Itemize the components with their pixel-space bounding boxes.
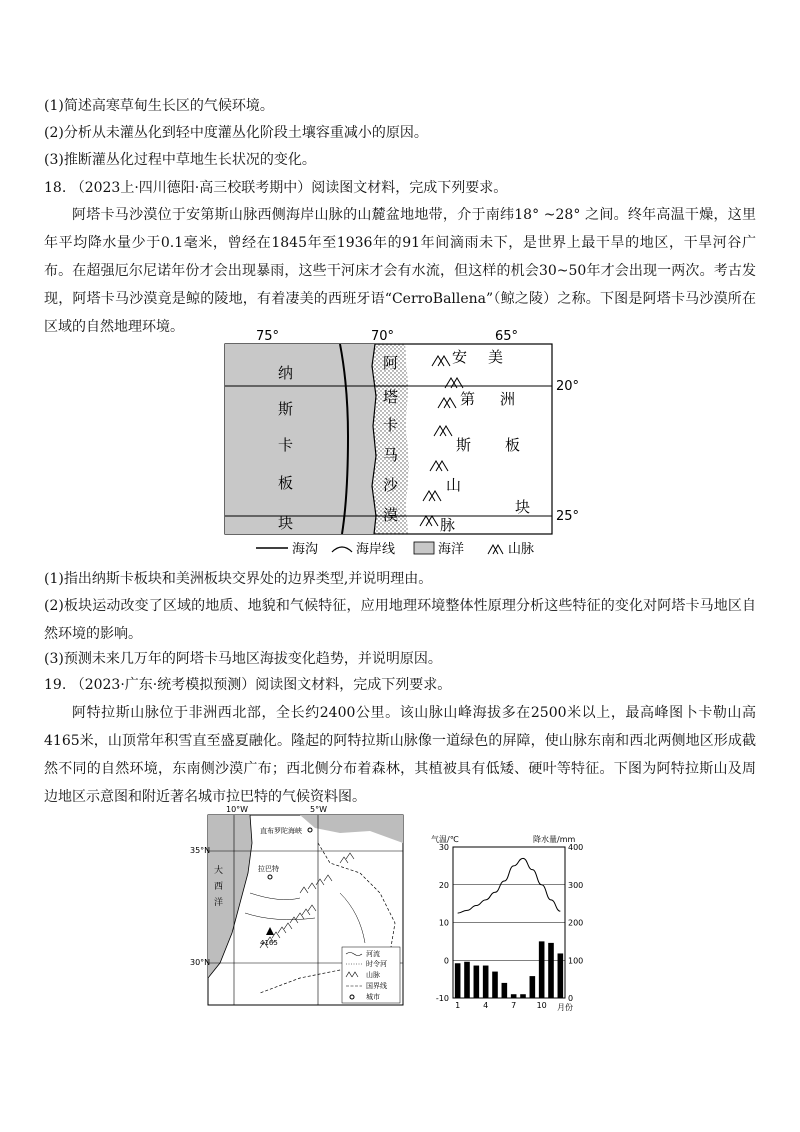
y-left-tick: -10 <box>435 994 449 1003</box>
y-right-tick: 300 <box>568 880 584 890</box>
andes-char-5: 脉 <box>440 516 456 534</box>
y-right-tick: 100 <box>568 956 584 966</box>
atacama-char-6: 漠 <box>383 506 399 524</box>
precipitation-bar <box>539 941 545 998</box>
y-right-tick: 400 <box>568 843 584 852</box>
america-char-1: 美 <box>488 348 504 366</box>
atacama-char-2: 塔 <box>383 388 399 406</box>
america-char-3: 板 <box>505 436 521 454</box>
atacama-char-4: 马 <box>383 446 399 464</box>
question-17-2: (2)分析从未灌丛化到轻中度灌丛化阶段土壤容重减小的原因。 <box>44 125 428 141</box>
atacama-map <box>220 326 590 562</box>
peak-label: 4165 <box>260 939 278 947</box>
x-tick: 1 <box>455 1001 461 1010</box>
nazca-char-3: 卡 <box>278 436 294 454</box>
ocean-char-1: 大 <box>214 866 224 876</box>
question-18-2: (2)板块运动改变了区域的地质、地貌和气候特征，应用地理环境整体性原理分析这些特征的变化对阿塔卡马地区自然环境的影响。 <box>44 598 756 642</box>
precipitation-bar <box>455 963 461 998</box>
lon-70: 70° <box>371 329 395 344</box>
ocean-char-3: 洋 <box>214 898 224 908</box>
ylabel-right: 降水量/mm <box>533 835 576 844</box>
x-tick: 7 <box>511 1001 517 1010</box>
andes-char-3: 斯 <box>456 436 472 454</box>
lon-5w: 5°W <box>310 805 327 814</box>
x-tick: 10 <box>536 1001 547 1010</box>
ocean-area <box>225 344 376 534</box>
precipitation-bar <box>474 966 480 998</box>
city-label: 拉巴特 <box>258 865 279 873</box>
andes-char-2: 第 <box>460 390 476 408</box>
atlas-map <box>190 803 420 1013</box>
precipitation-bar <box>511 994 517 998</box>
question-17-3: (3)推断灌丛化过程中草地生长状况的变化。 <box>44 152 316 168</box>
precipitation-bar <box>548 943 554 998</box>
nazca-char-1: 纳 <box>278 364 294 382</box>
legend-city: 城市 <box>366 993 380 1001</box>
atacama-char-1: 阿 <box>383 354 399 372</box>
precipitation-bar <box>483 966 489 998</box>
nazca-char-4: 板 <box>278 474 294 492</box>
y-left-tick: 0 <box>443 956 449 966</box>
america-char-4: 块 <box>515 498 531 516</box>
america-char-2: 洲 <box>500 390 516 408</box>
climate-chart <box>425 833 590 1018</box>
lon-75: 75° <box>256 329 280 344</box>
legend-mountain: 山脉 <box>508 542 535 557</box>
question-19-header: 19. （2023·广东·统考模拟预测）阅读图文材料，完成下列要求。 <box>44 677 452 693</box>
legend-border: 国界线 <box>366 982 387 990</box>
question-17-1: (1)简述高寒草甸生长区的气候环境。 <box>44 98 274 114</box>
atacama-char-5: 沙 <box>383 476 399 494</box>
andes-char-1: 安 <box>452 348 468 366</box>
temperature-line <box>458 858 561 913</box>
precipitation-bar <box>520 994 526 998</box>
y-right-tick: 0 <box>568 994 574 1003</box>
precipitation-bar <box>558 953 564 998</box>
legend-mountains: 山脉 <box>366 971 380 979</box>
lat-25: 25° <box>556 509 580 524</box>
y-right-tick: 200 <box>568 918 584 928</box>
question-18-header: 18. （2023上·四川德阳·高三校联考期中）阅读图文材料，完成下列要求。 <box>44 180 508 196</box>
lat-30n: 30°N <box>190 958 211 967</box>
lon-10w: 10°W <box>226 805 249 814</box>
strait-label: 直布罗陀海峡 <box>260 827 302 835</box>
xlabel: 月份 <box>557 1003 573 1012</box>
precipitation-bar <box>530 976 536 998</box>
legend-trench: 海沟 <box>292 542 319 557</box>
ocean-char-2: 西 <box>214 882 224 892</box>
precipitation-bar <box>464 962 470 998</box>
legend-ocean: 海洋 <box>438 542 465 557</box>
ylabel-left: 气温/℃ <box>431 835 459 844</box>
question-19-paragraph: 阿特拉斯山脉位于非洲西北部，全长约2400公里。该山脉山峰海拔多在2500米以上，最高峰图卜卡勒山高4165米，山顶常年积雪直至盛夏融化。隆起的阿特拉斯山脉像一道绿色的屏障，使山脉东南和西北两侧地区形成截然不同的自然环境，东南侧沙漠广布；西北侧分布着森林，其植被具有低矮、硬叶等特征。下图为阿特拉斯山及周边地区示意图和附近著名城市拉巴特的气候资料图。 <box>44 705 756 805</box>
legend-seasonal-river: 时令河 <box>366 960 387 968</box>
question-18-paragraph: 阿塔卡马沙漠位于安第斯山脉西侧海岸山脉的山麓盆地地带，介于南纬18° ~28° 之间。终年高温干燥，这里年平均降水量少于0.1毫米，曾经在1845年至1936年的91年间滴雨未下，是世界上最干旱的地区，干旱河谷广布。在超强厄尔尼诺年份才会出现暴雨，这些干河床才会有水流，但这样的机会30~50年才会出现一两次。考古发现，阿塔卡马沙漠竟是鲸的陵地，有着凄美的西班牙语“CerroBallena”（鲸之陵）之称。下图是阿塔卡马沙漠所在区域的自然地理环境。 <box>44 207 756 335</box>
y-left-tick: 10 <box>438 918 449 928</box>
lat-35n: 35°N <box>190 846 211 855</box>
precipitation-bar <box>492 972 498 998</box>
nazca-char-5: 块 <box>278 514 294 532</box>
precipitation-bar <box>502 983 508 998</box>
legend-river: 河流 <box>366 950 380 958</box>
lat-20: 20° <box>556 379 580 394</box>
x-tick: 4 <box>483 1001 489 1010</box>
andes-char-4: 山 <box>446 476 462 494</box>
question-18-3: (3)预测未来几万年的阿塔卡马地区海拔变化趋势，并说明原因。 <box>44 651 442 667</box>
lon-65: 65° <box>495 329 519 344</box>
y-left-tick: 30 <box>438 843 449 852</box>
legend-coastline: 海岸线 <box>356 542 396 557</box>
nazca-char-2: 斯 <box>278 400 294 418</box>
y-left-tick: 20 <box>438 880 449 890</box>
atacama-char-3: 卡 <box>383 416 399 434</box>
question-18-1: (1)指出纳斯卡板块和美洲板块交界处的边界类型,并说明理由。 <box>44 571 433 587</box>
